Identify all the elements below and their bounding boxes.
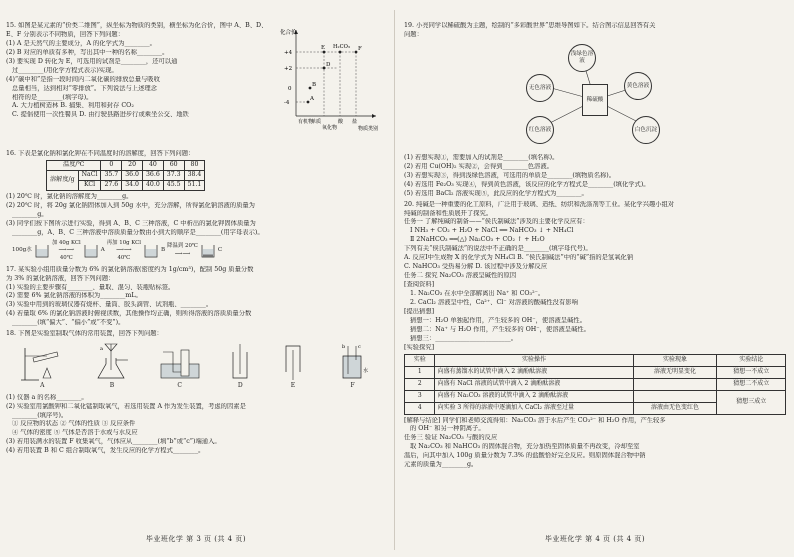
table-cell: 60 [163,160,184,170]
q15-line: A. 大力植树造林 B. 捕集、利用和封存 CO₂ [12,102,134,110]
apparatus-a [19,342,65,391]
apparatus-label: C [177,382,182,390]
q15-line: 相符的是________(填字母)。 [12,93,93,101]
table-cell: 3 [405,390,435,402]
table-header: 实验 [405,354,435,366]
table-header: 实验操作 [435,354,633,366]
table-cell: 向盛有蒸馏水的试管中滴入 2 滴酚酞溶液 [435,366,633,378]
q19-line: (4) 若选用 Fe₂O₃ 实现④，得到黄色溶液，该反应的化学方程式是________(填化学式)。 [404,180,650,188]
step-label: 再加 10g KCl [106,239,142,246]
process-step-1 [52,240,81,263]
chart-point-label: F [358,46,362,52]
task-3-line: 取 Na₂CO₃ 和 NaHCO₃ 的固体混合物，充分加热至固体质量不再改变，冷却至室 [410,443,640,451]
question-17 [6,266,386,329]
chart-point-label: B [312,82,317,88]
table-cell [633,378,717,390]
chart-x-tick: 盐 [352,119,358,125]
table-cell: 猜想二不成立 [717,378,786,390]
q18-intro: 18. 下图是实验室制取气体的常用装置，回答下列问题： [6,330,163,338]
chart-point-label: D [326,62,331,68]
apparatus-f [333,342,373,391]
chart-x-tick: 单质 [311,119,322,125]
chart-x-tick: 氧化物 [322,125,338,131]
beaker-icon [83,244,99,258]
acid-mind-map [520,42,670,152]
conclusion-line: [解释与结论] 同学们和老师交流得知：Na₂CO₃ 溶于水后产生 CO₃²⁻ 和 H₂O 作用，产生较多 [404,416,666,424]
port-b-label: b [341,344,345,351]
q15-line: 过________(用化学方程式表示)实现。 [12,66,118,74]
mind-map-node: 无色溶液 [526,74,554,102]
kcl-process-figure [12,240,386,263]
experiment-label: [实验探究] [404,343,435,351]
table-cell [633,390,717,402]
beaker-icon [34,244,50,258]
apparatus-label: B [109,382,115,390]
table-cell: NaCl [78,170,101,180]
arrow-icon: ⟶⟶ [58,247,75,254]
q19-line: (3) 若想实现③，得到浅绿色溶液，可选用的单质是________(填物质名称)。 [404,171,616,179]
table-cell: 34.0 [122,180,143,190]
q15-line: (4)“碳中和”是指一段时间内二氧化碳的排放总量与吸收 [6,75,160,83]
table-cell: 40.0 [143,180,164,190]
q17-line: ________(填“偏大”、“偏小”或“不变”)。 [12,319,125,327]
apparatus-label: D [237,382,243,390]
process-step-3 [167,243,198,258]
chart-x-label: 物质类别 [358,126,378,132]
water-trough-icon [159,342,201,382]
beaker-icon [143,244,159,258]
q17-line: (1) 实验的主要步骤有________、量取、混匀、装瓶贴标签。 [6,283,175,291]
table-cell: 20 [122,160,143,170]
table-cell: 0 [101,160,122,170]
q19-intro: 19. 小亮同学以稀硫酸为主题，绘制的“多彩酸世界”思维导图如下。结合图示信息回答有关 [404,22,656,29]
conclusion-line: 的 OH⁻ 和另一种阴离子。 [410,425,485,433]
task-2-title: 任务二 探究 Na₂CO₃ 溶液呈碱性的原因 [404,272,517,280]
solution-label: A [100,247,105,254]
q17-line: 17. 某实验小组用质量分数为 6% 的氯化钠溶液(密度约为 1g/cm³)，配制 50g 质量分数 [6,265,254,273]
table-cell: 4 [405,402,435,414]
question-20 [404,201,786,471]
q20-intro: 20. 纯碱是一种重要的化工原料，广泛用于玻璃、造纸、纺织和洗涤剂等工业。某化学兴趣小组对 [404,200,675,208]
q18-line: (1) 仪器 a 的名称________。 [6,393,88,401]
q15-line: 15. 如图是某元素的“价类二维图”，纵坐标为物质的类别，横坐标为化合价，图中 A、B、D、 [6,22,268,29]
q18-line: ④ 气体的密度 ⑤ 气体是否溶于水或与水反应 [12,429,138,437]
chart-point-label: E [321,45,326,51]
table-cell: 51.1 [184,180,205,190]
table-cell: KCl [78,180,101,190]
q20-intro: 纯碱的制备和性质展开了探究。 [404,209,493,217]
step-label: 加 40g KCl [51,239,81,246]
arrow-icon: ⟶⟶ [174,251,191,258]
table-cell: 40 [143,160,164,170]
apparatus-d [227,342,253,391]
hypothesis-line: 猜想一：H₂O 单独起作用，产生较多的 OH⁻，使溶液呈碱性。 [410,316,586,324]
q15-line: C. 提倡使用一次性餐具 D. 由行驶县路进步行或乘坐公交、地铁 [12,111,189,119]
hypothesis-line: 猜想二：Na⁺ 与 H₂O 作用，产生较多的 OH⁻，使溶液呈碱性。 [410,325,590,333]
table-cell: 溶液由无色变红色 [633,402,717,414]
solution-label: C [217,247,223,254]
page-3 [6,22,386,547]
info-label: [查阅资料] [404,281,435,288]
table-cell: 38.4 [184,170,205,180]
q16-intro: 16. 下表是氯化钠和氯化钾在不同温度时的溶解度，回答下列问题： [6,150,195,157]
chart-x-tick: 酸 [338,119,344,125]
solution-label: B [161,247,166,254]
table-cell: 向盛有 NaCl 溶液的试管中滴入 2 滴酚酞溶液 [435,378,633,390]
table-cell: 猜想三成立 [717,390,786,414]
chart-y-label: 化合价 [280,30,297,36]
apparatus-figure [6,342,386,391]
info-line: 1. Na₂CO₃ 在水中全部解离出 Na⁺ 和 CO₃²⁻。 [410,289,545,297]
step-label: 40℃ [117,254,131,261]
q16-line: ________g。 [12,210,48,218]
info-line: 2. CaCl₂ 溶液呈中性，Ca²⁺、Cl⁻ 对溶液的酸碱性没有影响 [410,298,578,306]
q16-line: (1) 20℃ 时，氯化钠的溶解度为________g。 [6,192,133,200]
test-tube-heating-icon [19,342,65,382]
q16-line: (2) 20℃ 时，将 20g 氯化钠固体加入到 50g 水中，充分溶解，所得氯化钠溶液的质量为 [6,201,255,209]
chart-point-label: A [310,96,314,102]
chart-x-tick: 有机物 [298,119,314,125]
process-step-2 [107,240,141,263]
q18-line: ________(填序号)。 [12,411,68,419]
step-label: 降温到 20℃ [167,243,198,250]
chart-point-label: H₂CO₃ [333,44,350,50]
task-1-line: 下列有关“侯氏制碱法”的说法中不正确的是________(填字母代号)。 [404,245,592,253]
table-cell: 猜想一不成立 [717,366,786,378]
experiment-table [404,354,786,415]
table-row-label: 溶解度/g [47,170,79,190]
reaction-line: Ⅰ NH₃ + CO₂ + H₂O + NaCl ══ NaHCO₃ ↓ + NH₄Cl [410,227,574,235]
table-cell: 35.7 [101,170,122,180]
q19-line: (2) 若用 Cu(OH)₂ 实现②，会得到________色溶液。 [404,162,553,170]
task-3-line: 元素的质量为________g。 [404,461,478,469]
mind-map-node: 黄色溶液 [624,72,652,100]
table-header: 实验现象 [633,354,717,366]
port-c-label: c [357,344,361,351]
table-cell: 2 [405,378,435,390]
task-1-line: A. 反应Ⅰ中生成物 X 的化学式为 NH₄Cl B. “侯氏制碱法”中的“碱”指的是氢氧化钠 [404,254,634,262]
table-cell: 80 [184,160,205,170]
water-label: 水 [362,368,368,375]
page-divider [394,10,395,550]
task-1-line: C. NaHCO₃ 受热易分解 D. 该过程中涉及分解反应 [404,263,548,271]
q17-line: (3) 实验中用到的玻璃仪器有烧杯、量筒、胶头滴管、试剂瓶、________。 [6,301,213,309]
task-3-title: 任务三 验证 Na₂CO₃ 与酸的反应 [404,434,498,442]
q16-line: (3) 同学们按下图所示进行实验，得到 A、B、C 三种溶液，C 中析出的氯化钾固体质量为 [6,219,256,227]
q18-line: ① 反应物的状态 ② 气体的性质 ③ 反应条件 [12,420,136,428]
table-cell: 1 [405,366,435,378]
reaction-line: Ⅱ 2NaHCO₃ ══(△) Na₂CO₃ + CO₂ ↑ + H₂O [410,236,545,244]
q17-line: (4) 若量取 6% 的氯化钠溶液时俯视读数，其他操作均正确，则所得溶液的溶质质量分数 [6,310,252,318]
chart-y-tick: +4 [284,50,293,56]
table-header-temp: 温度/℃ [47,160,101,170]
q19-line: (1) 若想实现①，需要加入的试剂是________(填名称)。 [404,153,559,161]
table-cell: 37.3 [163,170,184,180]
q15-line: E、F 分别表示不同物质，回答下列问题： [6,30,125,38]
task-1-title: 任务一 了解纯碱的制备——“侯氏制碱法”涉及的主要化学反应有： [404,218,589,226]
table-cell: 向盛有 Na₂CO₃ 溶液的试管中滴入 2 滴酚酞溶液 [435,390,633,402]
question-15 [6,22,386,148]
mind-map-node: 红色溶液 [526,116,554,144]
upward-collect-icon [227,342,253,382]
q18-line: (2) 实验室用氯酸钾和二氧化锰制取氧气，若选用装置 A 作为发生装置，考虑的因素是 [6,402,246,410]
chart-y-tick: +2 [284,66,293,72]
valence-class-chart-svg [278,24,378,134]
step-label: 40℃ [59,254,73,261]
q18-line: (3) 若用装满水的装置 F 收集氧气，气体应从________(填“b”或“c”)端通入。 [6,438,221,446]
table-header: 实验结论 [717,354,786,366]
downward-collect-icon [280,342,306,382]
q19-intro: 问题： [404,30,423,38]
q19-line: (5) 若选用 BaCl₂ 溶液实现⑤，此反应的化学方程式为________。 [404,189,588,197]
table-cell: 27.6 [101,180,122,190]
apparatus-e [280,342,306,391]
hypothesis-label: [提出猜想] [404,307,435,315]
page-4 [404,22,786,547]
table-cell: 溶液无明显变化 [633,366,717,378]
apparatus-b [92,342,132,391]
q18-line: (4) 若用装置 B 和 C 组合制取氧气，发生反应的化学方程式________。 [6,447,205,455]
table-cell: 36.0 [122,170,143,180]
q15-line: (2) B 对应的单质有多种，写出其中一种的名称________。 [6,48,169,56]
page-footer: 毕业班化学 第 4 页 (共 4 页) [544,535,646,544]
mind-map-node: 浅绿色溶液 [568,44,596,72]
process-start-label: 100g水 [12,247,32,254]
arrow-icon: ⟶⟶ [116,247,132,254]
page-footer: 毕业班化学 第 3 页 (共 4 页) [145,535,247,544]
q15-line: (3) 要实现 D 转化为 E，可选用的试剂是________，还可以通 [6,57,178,65]
task-3-line: 温后，向其中加入 100g 质量分数为 7.3% 的盐酸恰好完全反应。则原固体混合物中钠 [404,452,646,460]
beaker-icon [200,244,216,258]
table-cell: 向实验 3 所得的溶液中逐滴加入 CaCl₂ 溶液至过量 [435,402,633,414]
apparatus-c [159,342,201,391]
q15-line: 总量相当，达到相对“零排放”。下列说法与上述理念 [12,84,157,92]
q17-line: 为 3% 的氯化钠溶液，回答下列问题： [6,274,115,282]
mind-map-node: 白色沉淀 [632,116,660,144]
solubility-table [46,160,205,191]
question-18 [6,330,386,456]
instrument-a-label: a [99,346,103,353]
table-cell: 45.5 [163,180,184,190]
apparatus-label: A [40,382,45,390]
valence-class-chart [278,24,378,134]
chart-y-tick: 0 [288,86,292,92]
question-19 [404,22,786,199]
chart-y-tick: -4 [284,100,290,106]
hypothesis-line: 猜想三：________________________。 [410,334,518,342]
q15-line: (1) A 是天然气的主要成分，A 的化学式为________。 [6,39,156,47]
gas-bottle-icon [333,342,373,382]
table-cell: 36.6 [143,170,164,180]
apparatus-label: E [290,382,296,390]
flask-funnel-icon [92,342,132,382]
q16-line: ________g，A、B、C 三种溶液中溶质质量分数由小到大的顺序是________(用字母表示)。 [12,228,264,236]
question-16 [6,150,386,263]
q17-line: (2) 需要 6% 氯化钠溶液的体积为________mL。 [6,292,142,300]
mind-map-center: 稀硫酸 [582,84,608,116]
apparatus-label: F [350,382,355,390]
